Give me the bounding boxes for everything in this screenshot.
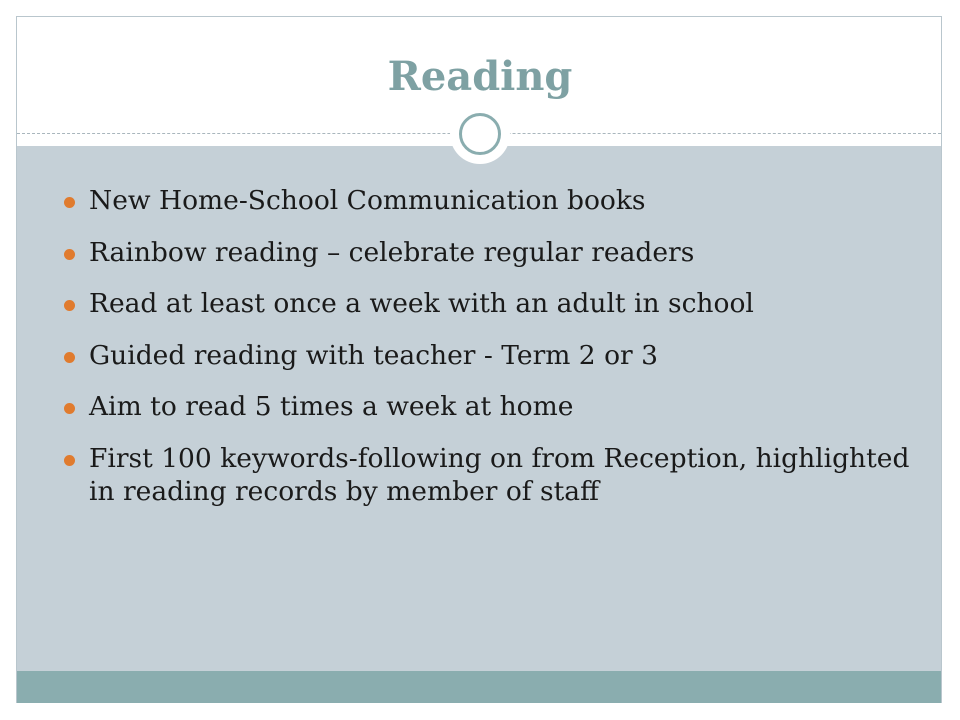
bullet-item (64, 442, 924, 508)
bullet-item (64, 287, 924, 320)
bullet-item (64, 339, 924, 372)
decorative-circle-icon (450, 104, 510, 164)
bullet-dot-icon (64, 197, 75, 208)
bullet-dot-icon (64, 403, 75, 414)
bullet-dot-icon (64, 455, 75, 466)
slide-title: Reading (387, 53, 573, 100)
bullet-dot-icon (64, 352, 75, 363)
bullet-list (64, 184, 924, 526)
bullet-text: First 100 keywords-following on from Reception, highlighted in reading records by member of staff (89, 442, 910, 507)
bullet-text: Read at least once a week with an adult in school (89, 288, 754, 319)
bullet-item (64, 390, 924, 423)
footer-band (17, 671, 941, 703)
bullet-dot-icon (64, 249, 75, 260)
bullet-item (64, 236, 924, 269)
bullet-text: New Home-School Communication books (89, 185, 646, 216)
decorative-ring (459, 113, 501, 155)
bullet-dot-icon (64, 300, 75, 311)
bullet-item (64, 184, 924, 217)
bullet-text: Rainbow reading – celebrate regular readers (89, 236, 695, 268)
bullet-text: Guided reading with teacher - Term 2 or 3 (89, 339, 658, 371)
bullet-text: Aim to read 5 times a week at home (89, 391, 574, 422)
